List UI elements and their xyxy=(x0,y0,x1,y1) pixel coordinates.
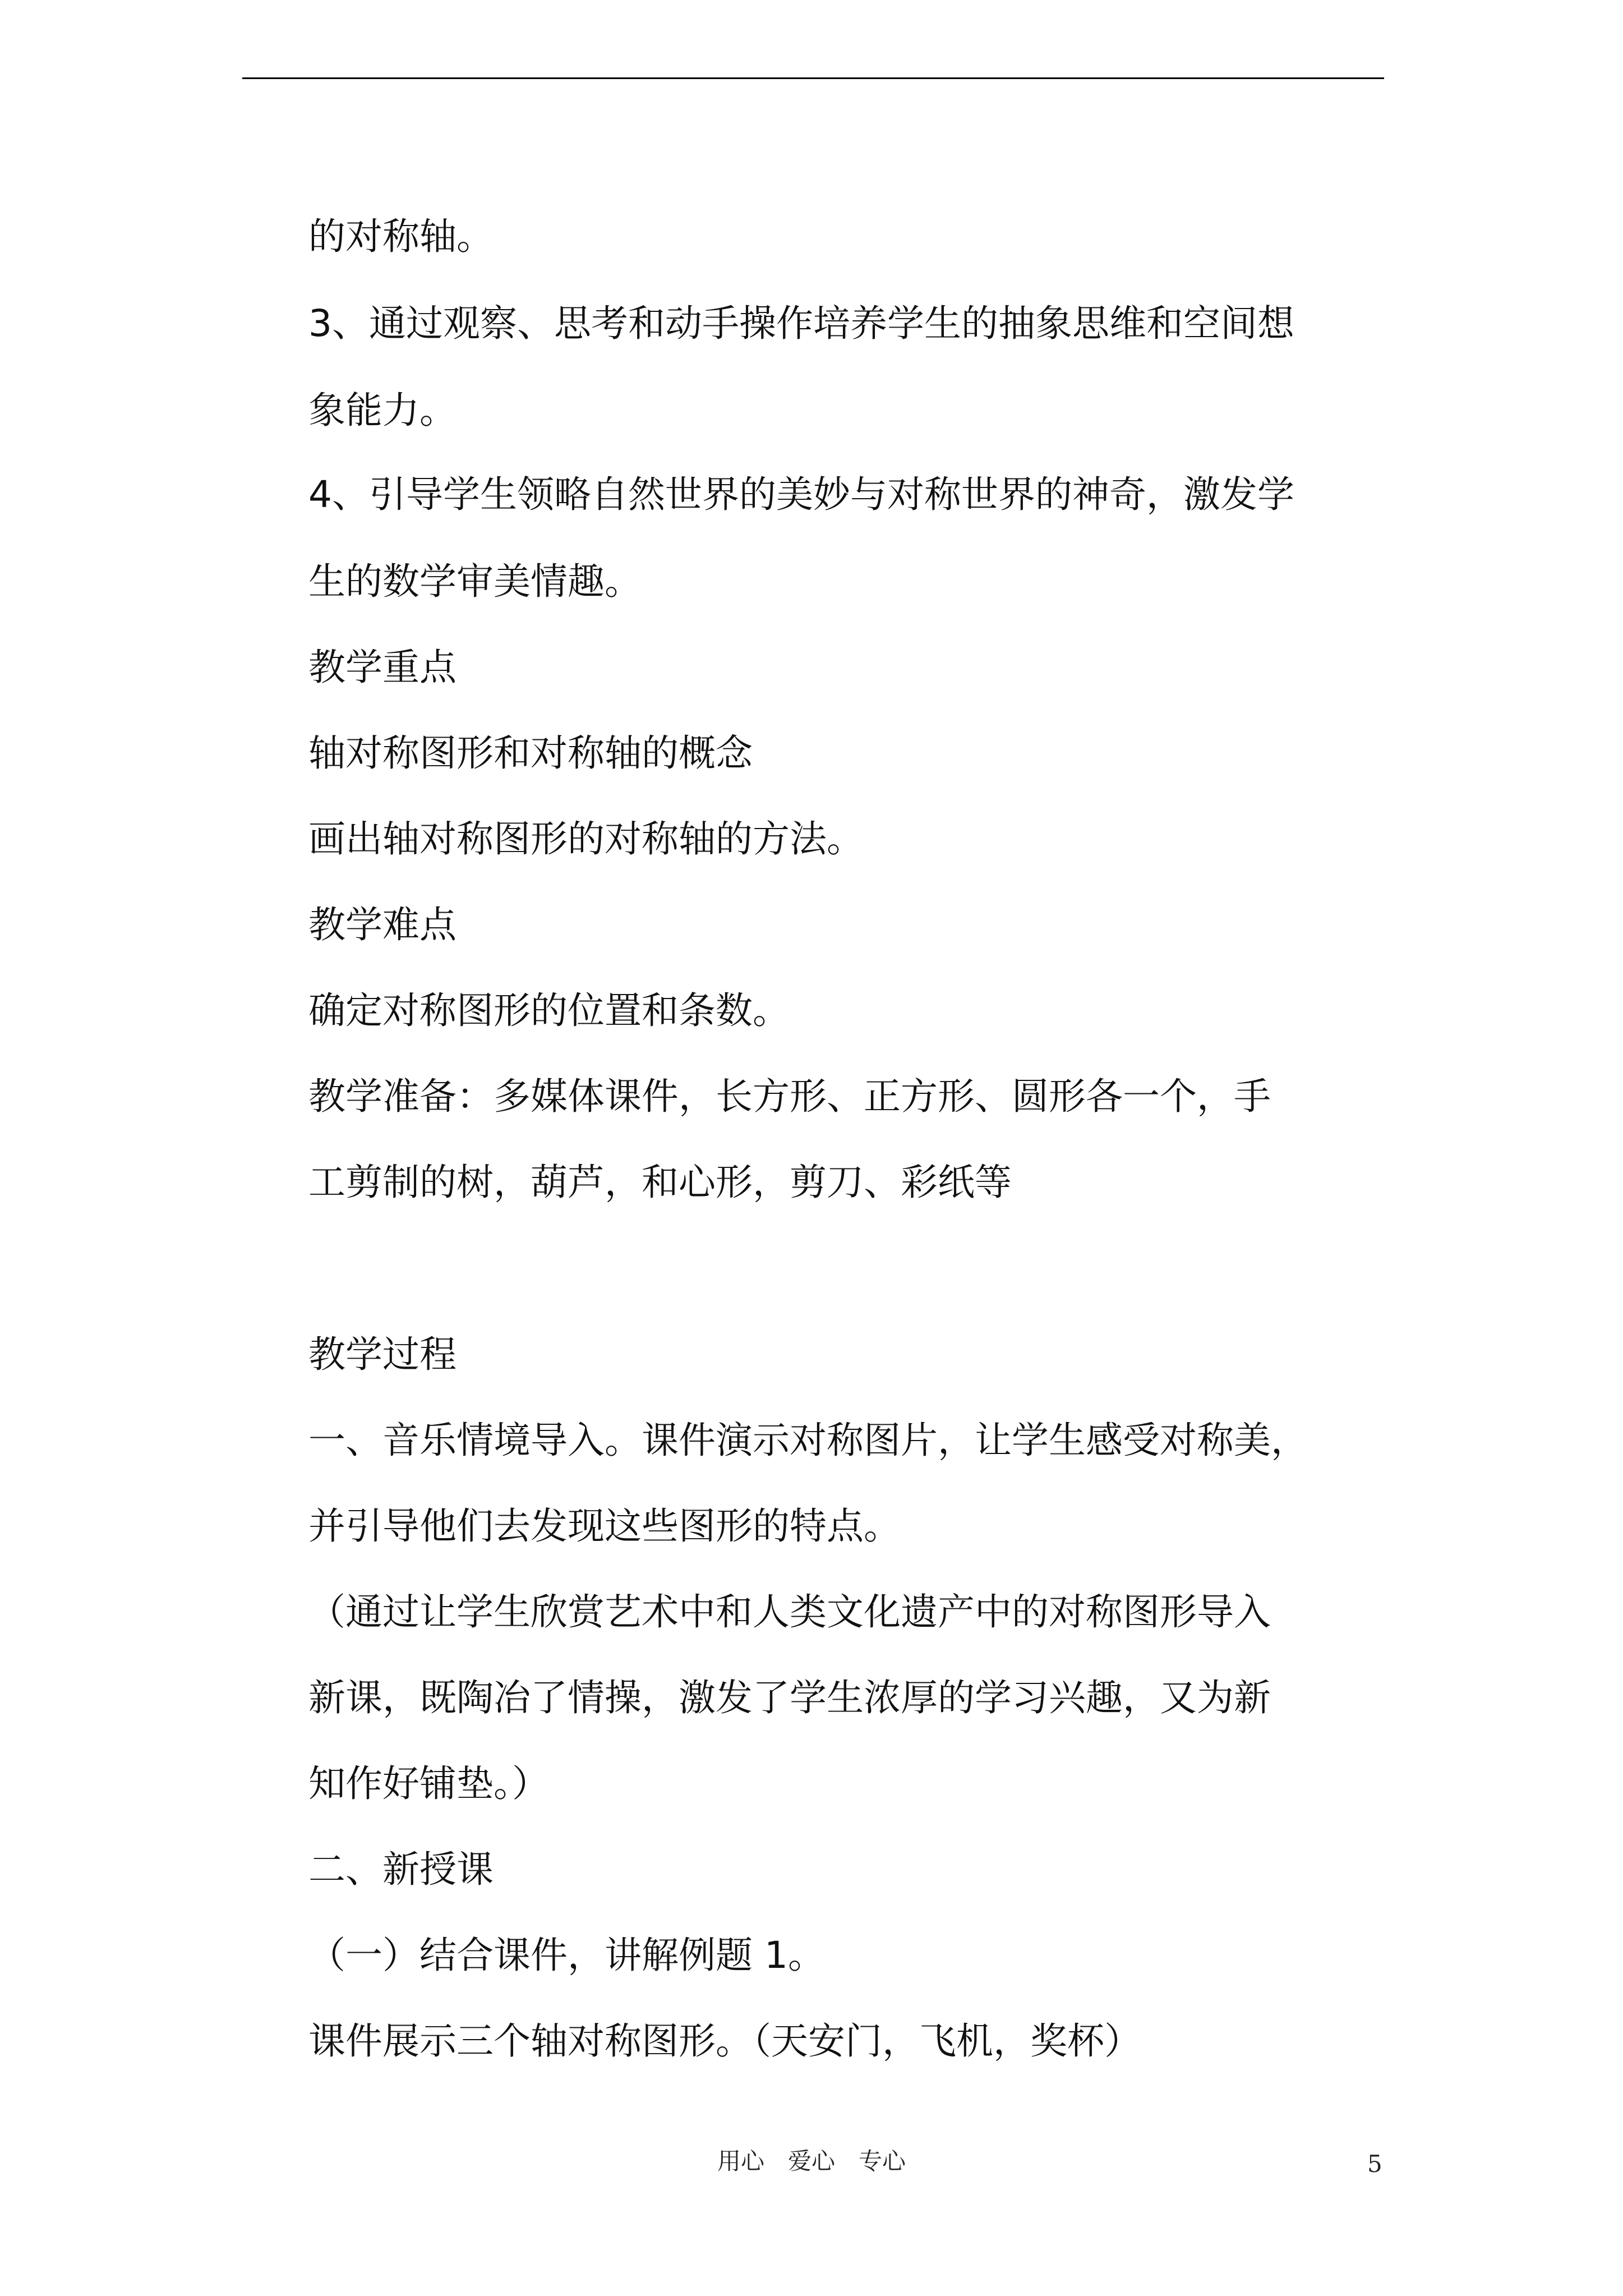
text-line: 象能力。 xyxy=(308,389,457,432)
text-line: 3、通过观察、思考和动手操作培养学生的抽象思维和空间想 xyxy=(308,302,1294,345)
section-heading: 教学过程 xyxy=(308,1333,457,1376)
text-line: 并引导他们去发现这些图形的特点。 xyxy=(308,1504,901,1548)
text-line: 的对称轴。 xyxy=(308,215,494,258)
section-heading: 教学难点 xyxy=(308,903,457,946)
text-line: 轴对称图形和对称轴的概念 xyxy=(308,731,753,775)
text-line: 新课，既陶冶了情操，激发了学生浓厚的学习兴趣，又为新 xyxy=(308,1676,1271,1719)
text-line: 教学准备：多媒体课件，长方形、正方形、圆形各一个，手 xyxy=(308,1075,1271,1118)
section-heading: 二、新授课 xyxy=(308,1848,494,1891)
page-number: 5 xyxy=(1367,2150,1382,2178)
header-rule xyxy=(242,77,1384,79)
text-line: 一、音乐情境导入。课件演示对称图片，让学生感受对称美， xyxy=(308,1419,1308,1462)
text-line: 生的数学审美情趣。 xyxy=(308,560,642,603)
text-line: 确定对称图形的位置和条数。 xyxy=(308,989,790,1032)
footer-motto: 用心 爱心 专心 xyxy=(717,2147,906,2175)
text-line: 课件展示三个轴对称图形。（天安门，飞机，奖杯） xyxy=(308,2019,1141,2063)
section-heading: 教学重点 xyxy=(308,646,457,689)
text-line: 知作好铺垫。） xyxy=(308,1762,549,1805)
text-line: 画出轴对称图形的对称轴的方法。 xyxy=(308,817,864,861)
text-line: 4、引导学生领略自然世界的美妙与对称世界的神奇，激发学 xyxy=(308,473,1294,516)
text-line: （通过让学生欣赏艺术中和人类文化遗产中的对称图形导入 xyxy=(308,1590,1271,1634)
text-line: （一）结合课件，讲解例题 1。 xyxy=(308,1934,825,1977)
text-line: 工剪制的树，葫芦，和心形，剪刀、彩纸等 xyxy=(308,1161,1012,1204)
